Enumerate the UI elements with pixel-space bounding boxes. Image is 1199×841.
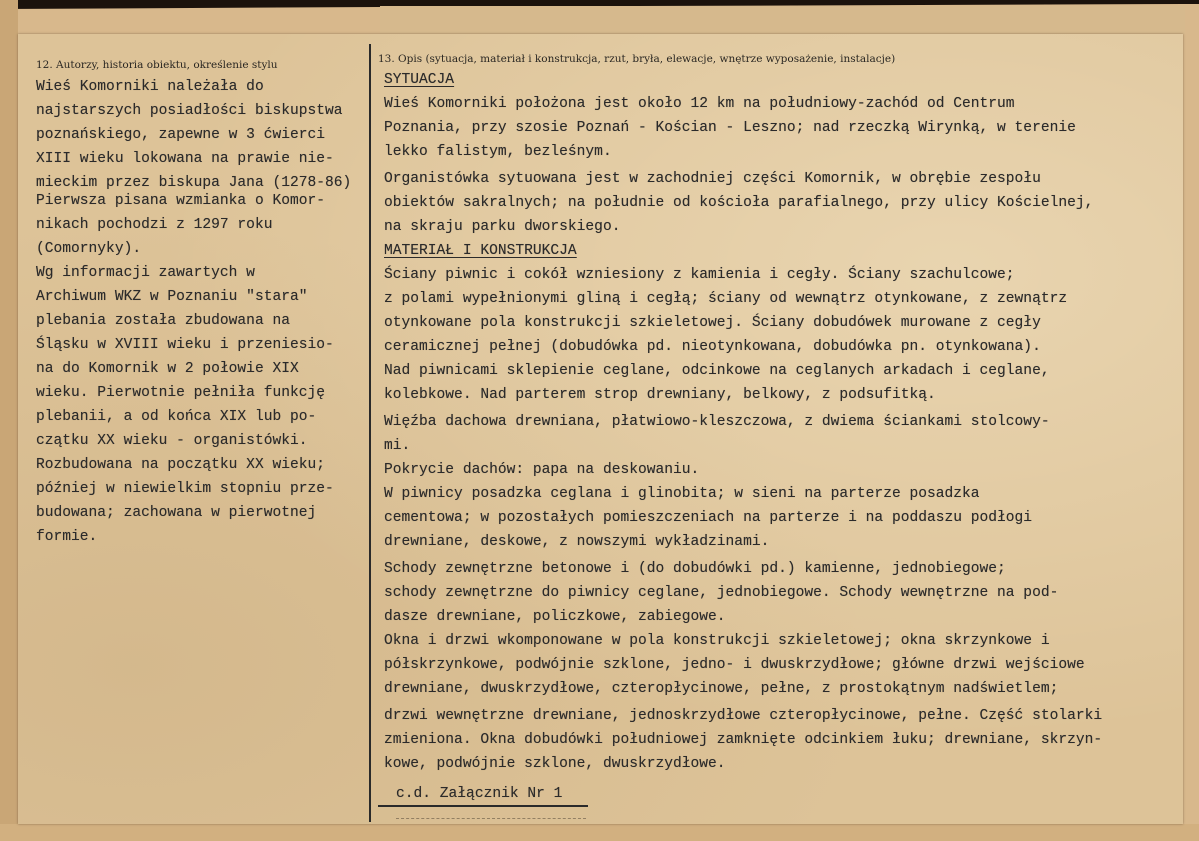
description-line: ceramicznej pełnej (dobudówka pd. nieotynkowana, dobudówka pn. otynkowana). — [384, 339, 1041, 355]
description-line: obiektów sakralnych; na południe od kościoła parafialnego, przy ulicy Kościelnej, — [384, 195, 1094, 211]
paper-edge-left — [0, 0, 18, 841]
history-line: mieckim przez biskupa Jana (1278-86) — [36, 175, 352, 191]
history-line: wieku. Pierwotnie pełniła funkcję — [36, 385, 326, 401]
section-12-header: 12. Autorzy, historia obiektu, określenie stylu — [36, 59, 278, 71]
heading-material-konstrukcja: MATERIAŁ I KONSTRUKCJA — [384, 243, 577, 259]
description-line: z polami wypełnionymi gliną i cegłą; ściany od wewnątrz otynkowane, z zewnątrz — [384, 291, 1068, 307]
description-line: mi. — [384, 438, 411, 454]
description-line: Nad piwnicami sklepienie ceglane, odcinkowe na ceglanych arkadach i ceglane, — [384, 363, 1050, 379]
description-line: lekko falistym, bezleśnym. — [384, 144, 612, 160]
description-line: drewniane, dwuskrzydłowe, czteropłycinowe, pełne, z prostokątnym nadświetlem; — [384, 681, 1059, 697]
history-line: Wieś Komorniki należała do — [36, 79, 264, 95]
footer-rule — [378, 805, 588, 807]
description-line: otynkowane pola konstrukcji szkieletowej. Ściany dobudówek murowane z cegły — [384, 315, 1041, 331]
description-line: zmieniona. Okna dobudówki południowej zamknięte odcinkiem łuku; drewniane, skrzyn- — [384, 732, 1103, 748]
paper-edge-bottom — [0, 824, 1199, 841]
description-line: na skraju parku dworskiego. — [384, 219, 621, 235]
history-line: najstarszych posiadłości biskupstwa — [36, 103, 343, 119]
description-line: Pokrycie dachów: papa na deskowaniu. — [384, 462, 700, 478]
history-line: Archiwum WKZ w Poznaniu "stara" — [36, 289, 308, 305]
history-line: nikach pochodzi z 1297 roku — [36, 217, 273, 233]
history-line: XIII wieku lokowana na prawie nie- — [36, 151, 334, 167]
description-line: Poznania, przy szosie Poznań - Kościan - Leszno; nad rzeczką Wirynką, w terenie — [384, 120, 1076, 136]
description-line: dasze drewniane, policzkowe, zabiegowe. — [384, 609, 726, 625]
description-line: Organistówka sytuowana jest w zachodniej części Komornik, w obrębie zespołu — [384, 171, 1041, 187]
description-line: cementowa; w pozostałych pomieszczeniach na parterze i na poddaszu podłogi — [384, 510, 1033, 526]
perforation-marks — [396, 818, 586, 819]
paper-edge-top — [380, 6, 1185, 34]
description-line: drzwi wewnętrzne drewniane, jednoskrzydłowe czteropłycinowe, pełne. Część stolarki — [384, 708, 1103, 724]
heading-sytuacja: SYTUACJA — [384, 72, 455, 88]
description-line: schody zewnętrzne do piwnicy ceglane, jednobiegowe. Schody wewnętrzne na pod- — [384, 585, 1059, 601]
description-line: Schody zewnętrzne betonowe i (do dobudówki pd.) kamienne, jednobiegowe; — [384, 561, 1006, 577]
description-line: Okna i drzwi wkomponowane w pola konstrukcji szkieletowej; okna skrzynkowe i — [384, 633, 1050, 649]
history-line: plebanii, a od końca XIX lub po- — [36, 409, 317, 425]
description-line: drewniane, deskowe, z nowszymi wykładzinami. — [384, 534, 770, 550]
history-line: Rozbudowana na początku XX wieku; — [36, 457, 326, 473]
history-line: Śląsku w XVIII wieku i przeniesio- — [36, 337, 334, 353]
section-13-header: 13. Opis (sytuacja, materiał i konstrukcja, rzut, bryła, elewacje, wnętrze wyposażenie, instalacje) — [378, 53, 896, 65]
description-line: Ściany piwnic i cokół wzniesiony z kamienia i cegły. Ściany szachulcowe; — [384, 267, 1015, 283]
column-divider — [369, 44, 371, 822]
history-line: Pierwsza pisana wzmianka o Komor- — [36, 193, 326, 209]
description-line: W piwnicy posadzka ceglana i glinobita; w sieni na parterze posadzka — [384, 486, 980, 502]
description-line: Więźba dachowa drewniana, płatwiowo-kleszczowa, z dwiema ściankami stolcowy- — [384, 414, 1050, 430]
history-line: Wg informacji zawartych w — [36, 265, 255, 281]
history-line: poznańskiego, zapewne w 3 ćwierci — [36, 127, 326, 143]
history-line: później w niewielkim stopniu prze- — [36, 481, 334, 497]
description-line: kowe, podwójnie szklone, dwuskrzydłowe. — [384, 756, 726, 772]
history-line: budowana; zachowana w pierwotnej — [36, 505, 317, 521]
history-line: plebania została zbudowana na — [36, 313, 290, 329]
history-line: na do Komornik w 2 połowie XIX — [36, 361, 299, 377]
description-line: kolebkowe. Nad parterem strop drewniany, belkowy, z podsufitką. — [384, 387, 936, 403]
history-line: formie. — [36, 529, 98, 545]
continuation-note: c.d. Załącznik Nr 1 — [396, 786, 563, 802]
description-line: półskrzynkowe, podwójnie szklone, jedno- i dwuskrzydłowe; główne drzwi wejściowe — [384, 657, 1085, 673]
history-line: (Comornyky). — [36, 241, 142, 257]
description-line: Wieś Komorniki położona jest około 12 km na południowy-zachód od Centrum — [384, 96, 1015, 112]
history-line: czątku XX wieku - organistówki. — [36, 433, 308, 449]
